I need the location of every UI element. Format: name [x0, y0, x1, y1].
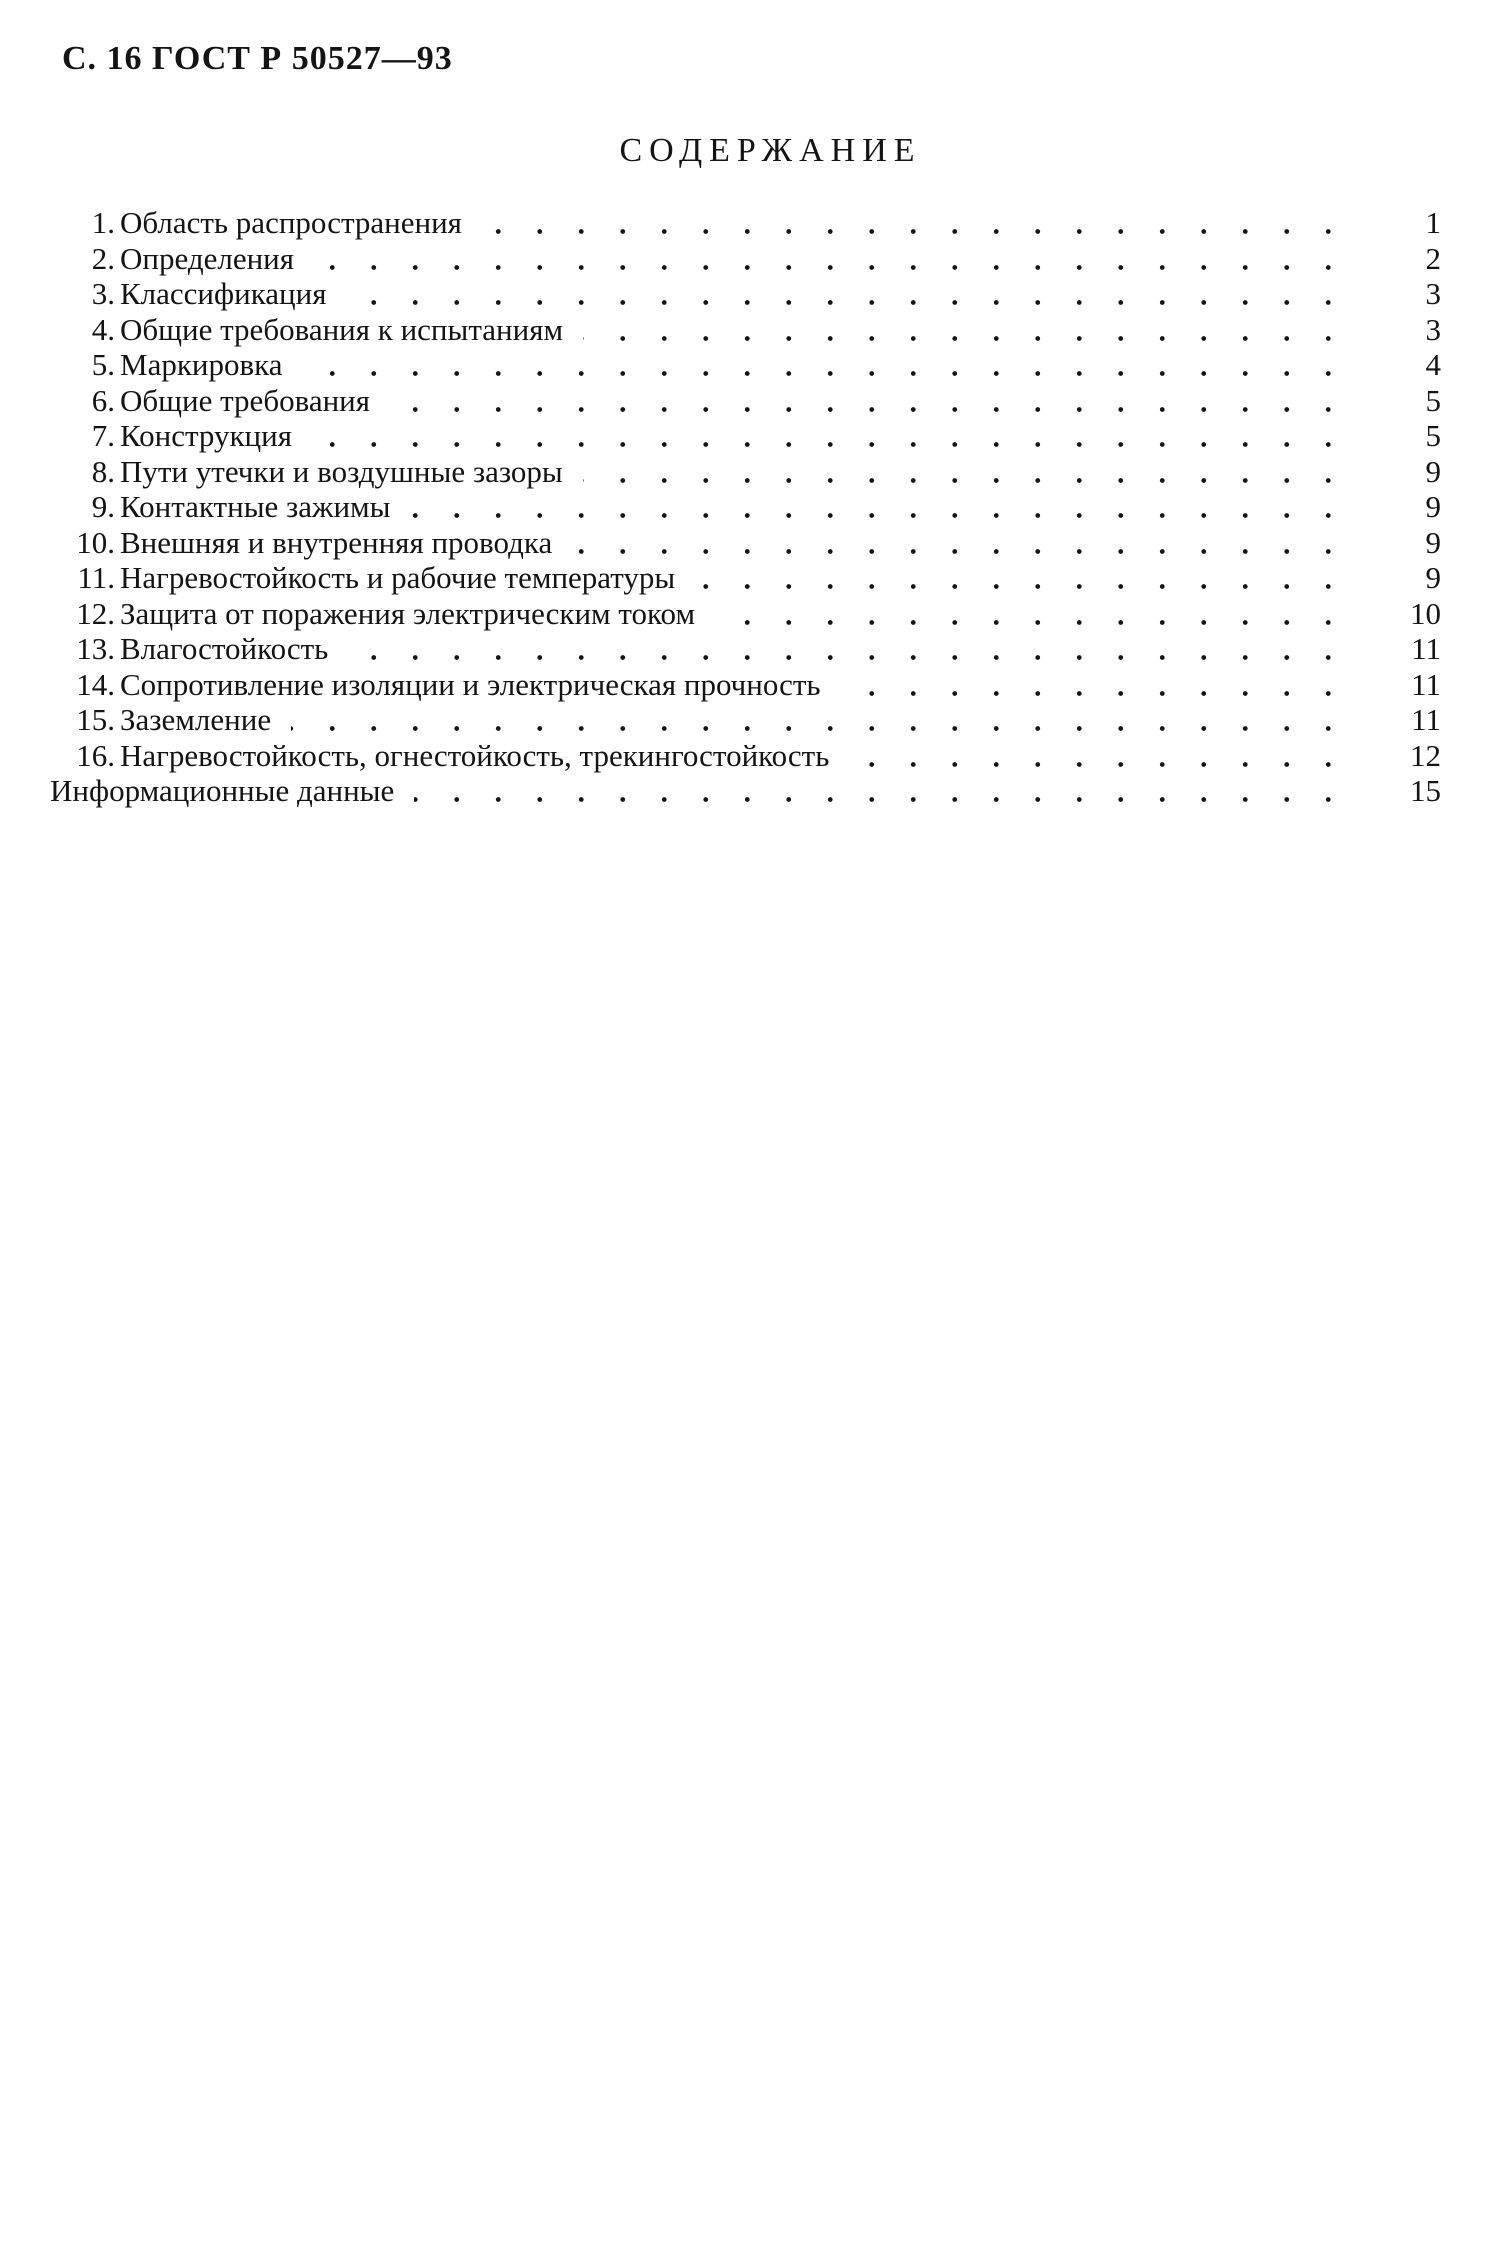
- dot-leader: [583, 312, 1349, 347]
- toc-entry-title: Сопротивление изоляции и электрическая прочность: [120, 666, 821, 702]
- toc-entry: [0, 312, 1501, 348]
- dot-leader: [390, 383, 1349, 418]
- toc-entry-number: 13.: [76, 631, 115, 666]
- toc-entry-title: Нагревостойкость и рабочие температуры: [120, 560, 676, 595]
- toc-entry-page: 10: [1410, 595, 1441, 631]
- toc-entry-number: 3.: [91, 276, 115, 311]
- toc-entry-number: 1.: [91, 205, 115, 240]
- toc-entry-number: 14.: [76, 666, 115, 702]
- toc-entry: [0, 205, 1501, 241]
- toc-entry: [0, 667, 1501, 703]
- toc-entry: [0, 525, 1501, 561]
- toc-entry-page: 9: [1425, 560, 1441, 595]
- toc-entry-number: 2.: [91, 240, 115, 276]
- dot-leader: [302, 347, 1349, 382]
- toc-entry-number: 6.: [91, 382, 115, 418]
- toc-entry-number: 4.: [91, 311, 115, 347]
- toc-entry-number: 11.: [77, 560, 115, 595]
- toc-entry-number: 7.: [91, 418, 115, 453]
- toc-entry-title: Область распространения: [120, 205, 462, 240]
- dot-leader: [715, 596, 1349, 631]
- toc-entry: [0, 383, 1501, 419]
- toc-entry-number: 12.: [76, 595, 115, 631]
- toc-entry-page: 9: [1425, 453, 1441, 489]
- toc-entry-number: 8.: [91, 453, 115, 489]
- toc-entry-number: 10.: [76, 524, 115, 560]
- toc-entry: [0, 454, 1501, 490]
- toc-entry: [0, 702, 1501, 738]
- toc-entry: [0, 631, 1501, 667]
- dot-leader: [849, 738, 1349, 773]
- toc-entry: [0, 276, 1501, 312]
- toc-entry-page: 2: [1425, 240, 1441, 276]
- toc-entry-title: Влагостойкость: [120, 631, 329, 666]
- toc-entry-title: Определения: [120, 240, 295, 276]
- toc-entry-title: Нагревостойкость, огнестойкость, трекингостойкость: [120, 737, 830, 773]
- toc-entry-page: 11: [1411, 631, 1441, 666]
- table-of-contents: [0, 205, 1501, 809]
- toc-entry: [0, 738, 1501, 774]
- toc-entry-page: 5: [1425, 382, 1441, 418]
- dot-leader: [572, 525, 1349, 560]
- toc-entry-title: Классификация: [120, 276, 327, 311]
- toc-entry-page: 9: [1425, 489, 1441, 524]
- toc-entry-number: 9.: [91, 489, 115, 524]
- toc-entry-title: Общие требования: [120, 382, 371, 418]
- toc-entry-page: 5: [1425, 418, 1441, 453]
- toc-entry-title: Пути утечки и воздушные зазоры: [120, 453, 563, 489]
- toc-entry-number: 16.: [76, 737, 115, 773]
- toc-entry-page: 15: [1410, 773, 1441, 808]
- toc-entry: [0, 773, 1501, 809]
- dot-leader: [291, 702, 1349, 737]
- dot-leader: [346, 276, 1349, 311]
- toc-entry-page: 3: [1425, 311, 1441, 347]
- toc-entry: [0, 596, 1501, 632]
- toc-entry-page: 11: [1411, 702, 1441, 737]
- toc-entry: [0, 347, 1501, 383]
- toc-entry-page: 3: [1425, 276, 1441, 311]
- dot-leader: [414, 773, 1349, 808]
- dot-leader: [312, 418, 1349, 453]
- toc-entry: [0, 418, 1501, 454]
- toc-entry-title: Контактные зажимы: [120, 489, 391, 524]
- toc-entry-page: 12: [1410, 737, 1441, 773]
- running-header: С. 16 ГОСТ Р 50527—93: [62, 40, 453, 77]
- dot-leader: [482, 205, 1349, 240]
- toc-entry-title: Конструкция: [120, 418, 292, 453]
- toc-entry: [0, 489, 1501, 525]
- toc-entry: [0, 241, 1501, 277]
- dot-leader: [583, 454, 1349, 489]
- toc-entry-title: Общие требования к испытаниям: [120, 311, 564, 347]
- toc-entry-title: Защита от поражения электрическим током: [120, 595, 696, 631]
- toc-entry-page: 1: [1425, 205, 1441, 240]
- toc-entry-page: 11: [1411, 666, 1441, 702]
- dot-leader: [314, 241, 1349, 276]
- dot-leader: [411, 489, 1349, 524]
- toc-entry-page: 9: [1425, 524, 1441, 560]
- toc-entry-title: Маркировка: [120, 347, 283, 382]
- toc-entry-number: 15.: [76, 702, 115, 737]
- dot-leader: [695, 560, 1349, 595]
- toc-entry-number: 5.: [91, 347, 115, 382]
- toc-entry-title: Внешняя и внутренняя проводка: [120, 524, 553, 560]
- dot-leader: [348, 631, 1349, 666]
- dot-leader: [841, 667, 1349, 702]
- toc-title: СОДЕРЖАНИЕ: [619, 132, 922, 169]
- toc-entry-title: Информационные данные: [50, 773, 395, 808]
- toc-entry: [0, 560, 1501, 596]
- toc-entry-page: 4: [1425, 347, 1441, 382]
- toc-entry-title: Заземление: [120, 702, 272, 737]
